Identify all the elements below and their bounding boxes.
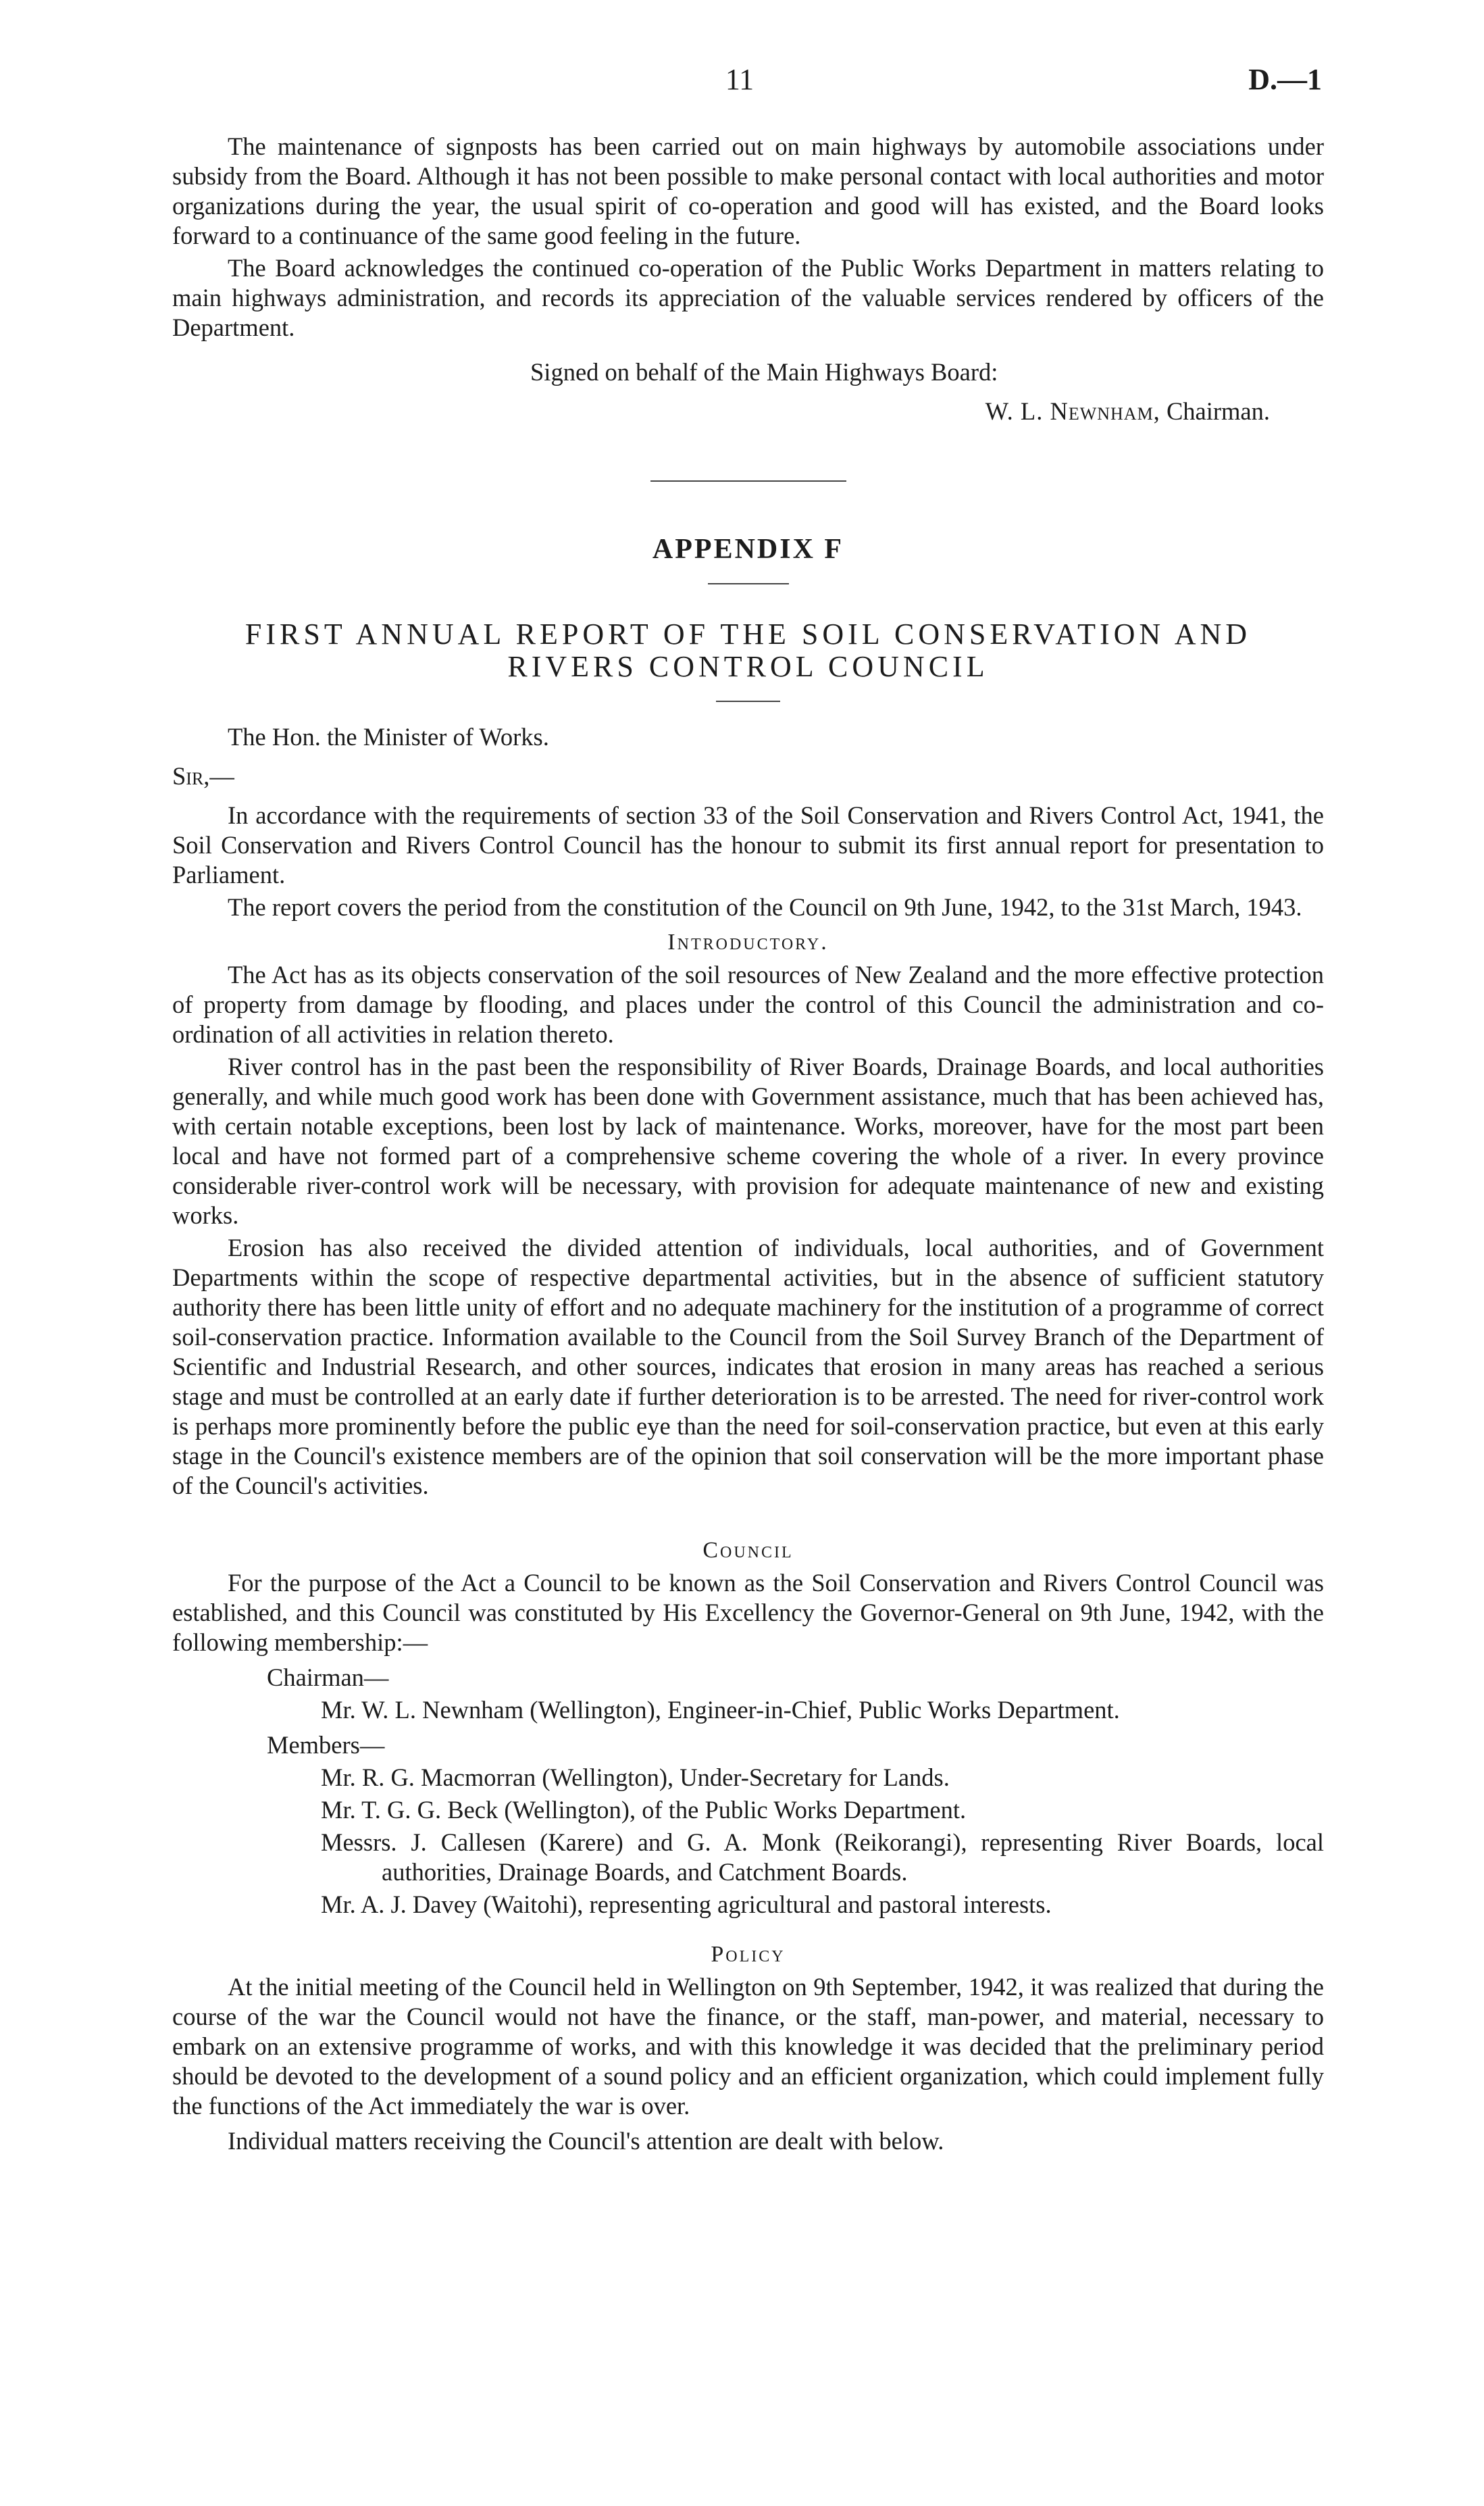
council-heading: Council (702, 1538, 794, 1563)
policy-paragraph: At the initial meeting of the Council held in Wellington on 9th September, 1942, it was realized that during the course of the war the Council would not have the finance, or the staff, man-power, and material, necessary to embark on an extensive programme of works, and with this knowledge it was decided that the preliminary period should be devoted to the development of a sound policy and an efficient organization, which could implement fully the functions of the Act immediately the war is over. (172, 1973, 1324, 2120)
member-entry: Mr. T. G. G. Beck (Wellington), of the Public Works Department. (321, 1796, 967, 1824)
introductory-paragraph: The Act has as its objects conservation of the soil resources of New Zealand and the more effective protection of property from damage by flooding, and places under the control of this Council the administration and co-ordination of all activities in relation thereto. (172, 961, 1324, 1048)
opening-paragraph: In accordance with the requirements of section 33 of the Soil Conservation and Rivers Control Act, 1941, the Soil Conservation and Rivers Control Council has the honour to submit its first annual report for presentation to Parliament. (172, 801, 1324, 888)
member-entry: Messrs. J. Callesen (Karere) and G. A. Monk (Reikorangi), representing River Boards, local authorities, Drainage Boards, and Catchment Boards. (321, 1828, 1324, 1886)
series-code: D.—1 (1248, 63, 1322, 96)
addressee: The Hon. the Minister of Works. (228, 723, 549, 751)
title-rule (708, 583, 789, 584)
page-body (172, 132, 1324, 2156)
appendix-label: APPENDIX F (652, 534, 844, 565)
member-entry: Mr. R. G. Macmorran (Wellington), Under-Secretary for Lands. (321, 1763, 950, 1791)
introductory-paragraph: Erosion has also received the divided attention of individuals, local authorities, and of Government Departments within the scope of respective departmental activities, but in the absence of sufficient statutory authority there has been little unity of effort and no adequate machinery for the institution of a programme of correct soil-conservation practice. Information available to the Council from the Soil Survey Branch of the Department of Scientific and Industrial Research, and other sources, indicates that erosion in many areas has reached a serious stage and must be controlled at an early date if further deterioration is to be arrested. The need for river-control work is perhaps more prominently before the public eye than the need for soil-conservation practice, but even at this early stage in the Council's existence members are of the opinion that soil conservation will be the more important phase of the Council's activities. (172, 1234, 1324, 1499)
members-label: Members— (267, 1731, 385, 1759)
introductory-heading: Introductory. (667, 930, 829, 955)
policy-paragraph: Individual matters receiving the Council's attention are dealt with below. (228, 2127, 944, 2155)
salutation: Sir,— (172, 762, 234, 790)
signer-title: Chairman. (1166, 397, 1270, 425)
signer-name: W. L. Newnham, (985, 397, 1160, 425)
page-header (0, 62, 1484, 103)
title-rule-small (716, 701, 780, 702)
closing-paragraph: The maintenance of signposts has been carried out on main highways by automobile associations under subsidy from the Board. Although it has not been possible to make personal contact with local authorities and motor organizations during the year, the usual spirit of co-operation and good will has existed, and the Board looks forward to a continuance of the same good feeling in the future. (172, 132, 1324, 249)
chairman-entry: Mr. W. L. Newnham (Wellington), Engineer-in-Chief, Public Works Department. (321, 1696, 1120, 1724)
closing-paragraph: The Board acknowledges the continued co-operation of the Public Works Department in matters relating to main highways administration, and records its appreciation of the valuable services rendered by officers of the Department. (172, 254, 1324, 341)
page-number: 11 (725, 63, 754, 96)
signer-line (172, 397, 1324, 426)
council-intro: For the purpose of the Act a Council to be known as the Soil Conservation and Rivers Control Council was established, and this Council was constituted by His Excellency the Governor-General on 9th June, 1942, with the following membership:— (172, 1569, 1324, 1656)
signed-line: Signed on behalf of the Main Highways Board: (530, 358, 998, 386)
section-divider (650, 480, 846, 482)
opening-paragraph: The report covers the period from the constitution of the Council on 9th June, 1942, to the 31st March, 1943. (228, 893, 1302, 921)
report-title: FIRST ANNUAL REPORT OF THE SOIL CONSERVATION AND RIVERS CONTROL COUNCIL (245, 618, 1252, 683)
introductory-paragraph: River control has in the past been the responsibility of River Boards, Drainage Boards, and local authorities generally, and while much good work has been done with Government assistance, much that has been achieved has, with certain notable exceptions, been lost by lack of maintenance. Works, moreover, have for the most part been local and have not formed part of a comprehensive scheme covering the whole of a river. In every province considerable river-control work will be necessary, with provision for adequate maintenance of new and existing works. (172, 1053, 1324, 1229)
chairman-label: Chairman— (267, 1663, 389, 1691)
policy-heading: Policy (711, 1942, 786, 1967)
member-entry: Mr. A. J. Davey (Waitohi), representing agricultural and pastoral interests. (321, 1890, 1052, 1918)
